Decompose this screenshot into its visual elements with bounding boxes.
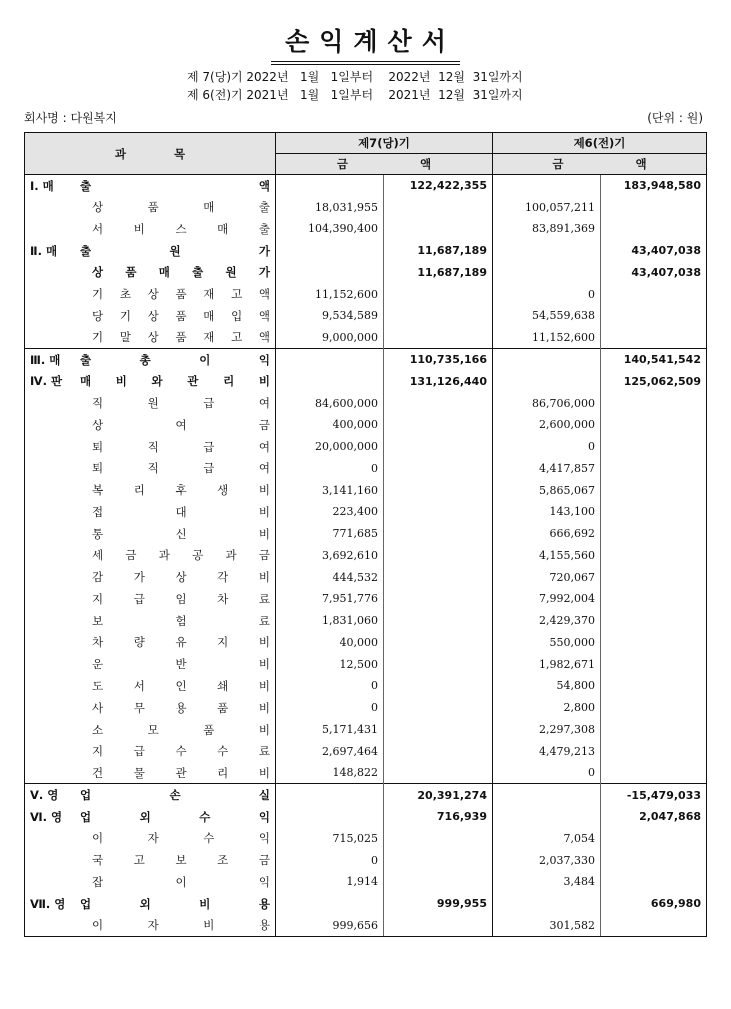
account-label: 이 자 비 용 [92, 918, 270, 933]
prior-detail-amount: 2,800 [493, 697, 601, 719]
current-total-amount [384, 632, 493, 654]
prior-total-amount [601, 610, 707, 632]
current-total-amount [384, 196, 493, 218]
account-label: 세 금 과 공 과 금 [92, 548, 270, 563]
account-label: 건 물 관 리 비 [92, 765, 270, 780]
prior-detail-amount: 2,297,308 [493, 719, 601, 741]
current-detail-amount: 40,000 [276, 632, 384, 654]
section-number: Ⅲ. 매 [30, 352, 61, 367]
current-detail-amount: 0 [276, 697, 384, 719]
account-label: 이 자 수 익 [92, 831, 270, 846]
header-amount-prior: 금 액 [493, 154, 707, 175]
account-label: 출 액 [80, 178, 270, 193]
table-row [25, 218, 707, 240]
current-detail-amount [276, 175, 384, 197]
section-number: Ⅱ. 매 [30, 243, 58, 258]
prior-total-amount [601, 457, 707, 479]
account-cell [25, 545, 276, 567]
prior-detail-amount: 720,067 [493, 566, 601, 588]
prior-detail-amount: 2,429,370 [493, 610, 601, 632]
account-cell [25, 370, 276, 392]
current-detail-amount: 0 [276, 675, 384, 697]
current-total-amount [384, 523, 493, 545]
prior-total-amount [601, 566, 707, 588]
current-detail-amount: 0 [276, 849, 384, 871]
period-current: 제 7(당)기 2022년 1월 1일부터 2022년 12월 31일까지 [187, 70, 523, 84]
prior-detail-amount: 550,000 [493, 632, 601, 654]
table-row [25, 392, 707, 414]
account-label: 사 무 용 품 비 [92, 700, 270, 715]
account-cell [25, 501, 276, 523]
account-label: 당 기 상 품 매 입 액 [92, 308, 270, 323]
prior-total-amount [601, 588, 707, 610]
prior-total-amount [601, 827, 707, 849]
table-row [25, 523, 707, 545]
current-total-amount [384, 849, 493, 871]
prior-total-amount [601, 414, 707, 436]
prior-detail-amount [493, 370, 601, 392]
account-label: 기 초 상 품 재 고 액 [92, 287, 270, 302]
prior-total-amount [601, 740, 707, 762]
current-total-amount [384, 675, 493, 697]
prior-detail-amount: 666,692 [493, 523, 601, 545]
header-account: 과 목 [25, 133, 276, 175]
prior-total-amount [601, 523, 707, 545]
current-total-amount [384, 697, 493, 719]
section-number: Ⅳ. 판 [30, 374, 63, 389]
account-label: 지 급 수 수 료 [92, 744, 270, 759]
table-row [25, 240, 707, 262]
account-cell [25, 871, 276, 893]
account-label: 잡 이 익 [92, 874, 270, 889]
current-detail-amount: 84,600,000 [276, 392, 384, 414]
table-row [25, 349, 707, 371]
prior-total-amount [601, 675, 707, 697]
account-label: 상 여 금 [92, 417, 270, 432]
current-total-amount: 716,939 [384, 806, 493, 828]
account-label: 국 고 보 조 금 [92, 853, 270, 868]
account-cell [25, 849, 276, 871]
prior-total-amount [601, 305, 707, 327]
table-row [25, 632, 707, 654]
section-number: Ⅰ. 매 [30, 178, 54, 193]
prior-detail-amount: 0 [493, 762, 601, 784]
prior-detail-amount [493, 240, 601, 262]
table-row [25, 784, 707, 806]
current-total-amount: 11,687,189 [384, 240, 493, 262]
table-row [25, 697, 707, 719]
current-detail-amount [276, 370, 384, 392]
prior-detail-amount [493, 784, 601, 806]
prior-total-amount [601, 915, 707, 937]
section-number: Ⅵ. 영 [30, 809, 63, 824]
current-total-amount: 110,735,166 [384, 349, 493, 371]
prior-detail-amount: 0 [493, 283, 601, 305]
unit-label: (단위 : 원) [647, 111, 703, 125]
prior-total-amount: 43,407,038 [601, 240, 707, 262]
prior-detail-amount: 83,891,369 [493, 218, 601, 240]
account-cell [25, 218, 276, 240]
current-detail-amount [276, 893, 384, 915]
account-label: 퇴 직 급 여 [92, 439, 270, 454]
account-label: 차 량 유 지 비 [92, 635, 270, 650]
table-row [25, 740, 707, 762]
account-cell [25, 740, 276, 762]
prior-detail-amount: 4,155,560 [493, 545, 601, 567]
account-cell [25, 806, 276, 828]
account-cell [25, 653, 276, 675]
account-label: 출 원 가 [80, 243, 270, 258]
prior-detail-amount: 4,417,857 [493, 457, 601, 479]
prior-total-amount: 140,541,542 [601, 349, 707, 371]
current-detail-amount [276, 240, 384, 262]
prior-detail-amount [493, 349, 601, 371]
prior-total-amount [601, 196, 707, 218]
account-cell [25, 283, 276, 305]
account-cell [25, 479, 276, 501]
account-cell [25, 632, 276, 654]
prior-total-amount: 125,062,509 [601, 370, 707, 392]
current-total-amount: 999,955 [384, 893, 493, 915]
account-cell [25, 784, 276, 806]
account-cell [25, 196, 276, 218]
current-total-amount [384, 915, 493, 937]
current-detail-amount: 0 [276, 457, 384, 479]
account-label: 접 대 비 [92, 504, 270, 519]
header-prior-period: 제6(전)기 [493, 133, 707, 154]
section-number: Ⅴ. 영 [30, 788, 59, 803]
current-total-amount [384, 327, 493, 349]
account-label: 업 외 비 용 [80, 896, 270, 911]
section-number: Ⅶ. 영 [30, 896, 66, 911]
current-total-amount [384, 218, 493, 240]
current-total-amount [384, 653, 493, 675]
prior-detail-amount: 0 [493, 436, 601, 458]
account-cell [25, 827, 276, 849]
table-row [25, 893, 707, 915]
account-cell [25, 327, 276, 349]
prior-total-amount [601, 871, 707, 893]
account-cell [25, 523, 276, 545]
header-current-period: 제7(당)기 [276, 133, 493, 154]
account-label: 지 급 임 차 료 [92, 591, 270, 606]
prior-detail-amount [493, 806, 601, 828]
account-label: 도 서 인 쇄 비 [92, 678, 270, 693]
account-cell [25, 414, 276, 436]
current-detail-amount: 20,000,000 [276, 436, 384, 458]
account-cell [25, 566, 276, 588]
table-row [25, 610, 707, 632]
prior-total-amount: 183,948,580 [601, 175, 707, 197]
current-total-amount: 131,126,440 [384, 370, 493, 392]
prior-detail-amount: 5,865,067 [493, 479, 601, 501]
table-row [25, 370, 707, 392]
current-total-amount [384, 566, 493, 588]
current-total-amount: 11,687,189 [384, 262, 493, 284]
table-row [25, 196, 707, 218]
prior-total-amount [601, 632, 707, 654]
table-row [25, 719, 707, 741]
prior-detail-amount: 54,559,638 [493, 305, 601, 327]
table-row [25, 588, 707, 610]
table-row [25, 653, 707, 675]
prior-total-amount: 43,407,038 [601, 262, 707, 284]
current-detail-amount: 5,171,431 [276, 719, 384, 741]
prior-total-amount [601, 327, 707, 349]
account-label: 기 말 상 품 재 고 액 [92, 330, 270, 345]
account-label: 소 모 품 비 [92, 722, 270, 737]
prior-detail-amount: 4,479,213 [493, 740, 601, 762]
table-row [25, 414, 707, 436]
prior-total-amount [601, 283, 707, 305]
account-label: 상 품 매 출 원 가 [92, 265, 270, 280]
current-detail-amount: 12,500 [276, 653, 384, 675]
current-detail-amount: 3,141,160 [276, 479, 384, 501]
current-detail-amount: 2,697,464 [276, 740, 384, 762]
current-total-amount [384, 479, 493, 501]
account-cell [25, 588, 276, 610]
account-label: 업 손 실 [80, 788, 270, 803]
account-cell [25, 610, 276, 632]
table-row [25, 283, 707, 305]
current-detail-amount: 999,656 [276, 915, 384, 937]
income-statement-table [24, 132, 707, 937]
current-total-amount [384, 610, 493, 632]
prior-total-amount [601, 479, 707, 501]
current-detail-amount: 104,390,400 [276, 218, 384, 240]
prior-detail-amount: 1,982,671 [493, 653, 601, 675]
prior-detail-amount: 7,992,004 [493, 588, 601, 610]
account-label: 직 원 급 여 [92, 396, 270, 411]
current-total-amount [384, 762, 493, 784]
prior-detail-amount: 2,037,330 [493, 849, 601, 871]
table-row [25, 175, 707, 197]
account-label: 서 비 스 매 출 [92, 221, 270, 236]
current-detail-amount: 11,152,600 [276, 283, 384, 305]
account-label: 상 품 매 출 [92, 200, 270, 215]
table-row [25, 262, 707, 284]
current-detail-amount [276, 784, 384, 806]
current-detail-amount: 18,031,955 [276, 196, 384, 218]
account-label: 퇴 직 급 여 [92, 461, 270, 476]
account-label: 운 반 비 [92, 657, 270, 672]
prior-total-amount [601, 436, 707, 458]
prior-detail-amount: 54,800 [493, 675, 601, 697]
prior-detail-amount: 2,600,000 [493, 414, 601, 436]
table-row [25, 762, 707, 784]
account-label: 보 험 료 [92, 613, 270, 628]
table-row [25, 327, 707, 349]
table-row [25, 305, 707, 327]
prior-detail-amount: 100,057,211 [493, 196, 601, 218]
period-prior: 제 6(전)기 2021년 1월 1일부터 2021년 12월 31일까지 [187, 88, 523, 102]
table-row [25, 436, 707, 458]
account-cell [25, 893, 276, 915]
current-total-amount [384, 545, 493, 567]
table-row [25, 827, 707, 849]
prior-total-amount [601, 762, 707, 784]
table-row [25, 501, 707, 523]
current-detail-amount: 9,000,000 [276, 327, 384, 349]
current-total-amount [384, 414, 493, 436]
account-label: 감 가 상 각 비 [92, 570, 270, 585]
current-detail-amount: 400,000 [276, 414, 384, 436]
prior-total-amount [601, 218, 707, 240]
current-total-amount: 122,422,355 [384, 175, 493, 197]
current-detail-amount: 7,951,776 [276, 588, 384, 610]
current-detail-amount: 1,914 [276, 871, 384, 893]
current-total-amount [384, 827, 493, 849]
prior-total-amount [601, 501, 707, 523]
prior-detail-amount: 301,582 [493, 915, 601, 937]
table-row [25, 479, 707, 501]
current-detail-amount: 715,025 [276, 827, 384, 849]
current-detail-amount: 771,685 [276, 523, 384, 545]
account-label: 업 외 수 익 [80, 809, 270, 824]
account-cell [25, 762, 276, 784]
current-detail-amount: 9,534,589 [276, 305, 384, 327]
account-cell [25, 457, 276, 479]
current-total-amount [384, 501, 493, 523]
prior-total-amount [601, 849, 707, 871]
prior-detail-amount: 11,152,600 [493, 327, 601, 349]
prior-detail-amount [493, 893, 601, 915]
account-label: 출 총 이 익 [80, 352, 270, 367]
current-total-amount [384, 588, 493, 610]
account-cell [25, 262, 276, 284]
table-row [25, 915, 707, 937]
account-cell [25, 175, 276, 197]
prior-detail-amount [493, 175, 601, 197]
table-row [25, 675, 707, 697]
current-detail-amount [276, 262, 384, 284]
account-cell [25, 697, 276, 719]
table-row [25, 457, 707, 479]
table-row [25, 545, 707, 567]
current-total-amount [384, 457, 493, 479]
current-total-amount: 20,391,274 [384, 784, 493, 806]
current-total-amount [384, 305, 493, 327]
account-label: 통 신 비 [92, 526, 270, 541]
prior-detail-amount [493, 262, 601, 284]
table-row [25, 806, 707, 828]
current-total-amount [384, 719, 493, 741]
account-cell [25, 436, 276, 458]
current-detail-amount: 223,400 [276, 501, 384, 523]
prior-total-amount: -15,479,033 [601, 784, 707, 806]
account-cell [25, 305, 276, 327]
prior-detail-amount: 3,484 [493, 871, 601, 893]
current-total-amount [384, 283, 493, 305]
account-cell [25, 675, 276, 697]
account-cell [25, 240, 276, 262]
prior-total-amount [601, 653, 707, 675]
table-row [25, 871, 707, 893]
prior-detail-amount: 86,706,000 [493, 392, 601, 414]
account-label: 매 비 와 관 리 비 [80, 374, 270, 389]
page-title: 손익계산서 [0, 22, 731, 65]
current-total-amount [384, 871, 493, 893]
account-cell [25, 719, 276, 741]
account-cell [25, 392, 276, 414]
prior-detail-amount: 143,100 [493, 501, 601, 523]
current-detail-amount [276, 806, 384, 828]
current-total-amount [384, 436, 493, 458]
account-label: 복 리 후 생 비 [92, 483, 270, 498]
current-total-amount [384, 392, 493, 414]
current-detail-amount: 148,822 [276, 762, 384, 784]
account-cell [25, 349, 276, 371]
account-cell [25, 915, 276, 937]
current-detail-amount: 3,692,610 [276, 545, 384, 567]
prior-total-amount [601, 545, 707, 567]
current-detail-amount [276, 349, 384, 371]
current-total-amount [384, 740, 493, 762]
prior-total-amount [601, 392, 707, 414]
table-row [25, 566, 707, 588]
current-detail-amount: 444,532 [276, 566, 384, 588]
prior-total-amount [601, 719, 707, 741]
prior-total-amount: 2,047,868 [601, 806, 707, 828]
current-detail-amount: 1,831,060 [276, 610, 384, 632]
header-amount-current: 금 액 [276, 154, 493, 175]
prior-total-amount [601, 697, 707, 719]
prior-detail-amount: 7,054 [493, 827, 601, 849]
table-row [25, 849, 707, 871]
company-name: 회사명 : 다원복지 [24, 111, 117, 125]
prior-total-amount: 669,980 [601, 893, 707, 915]
